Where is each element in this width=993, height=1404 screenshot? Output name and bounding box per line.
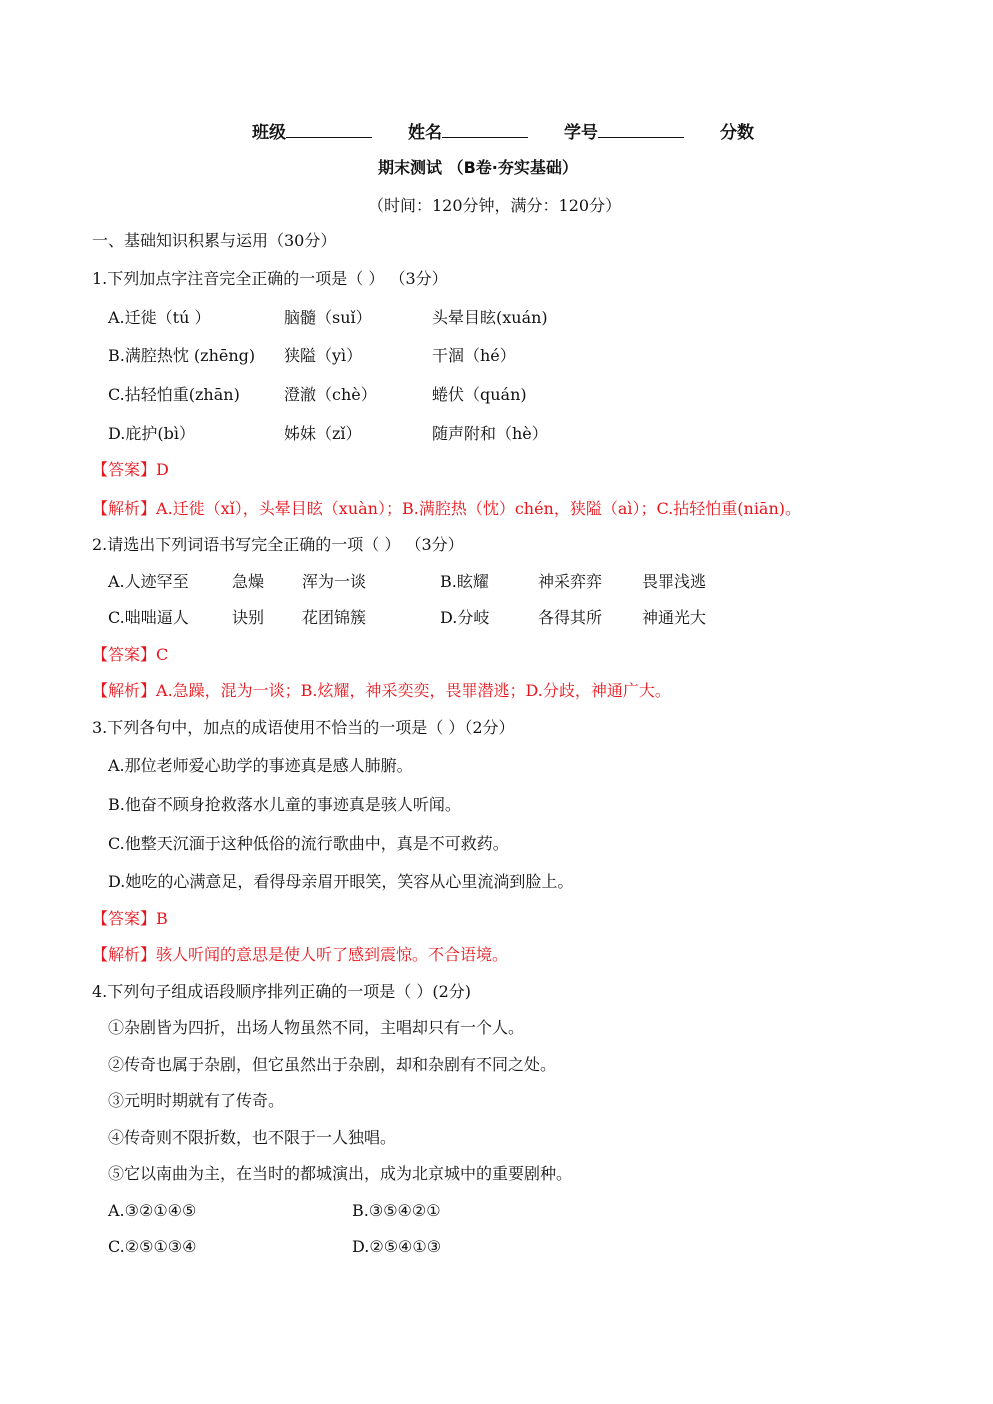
q4-sentence-3: ③元明时期就有了传奇。	[108, 1091, 285, 1110]
score-label: 分数	[720, 123, 754, 143]
q3-option-a: A.那位老师爱心助学的事迹真是感人肺腑。	[108, 756, 413, 775]
q2-option-b-word3: 畏罪浅逃	[642, 572, 707, 591]
analysis-tag: 【解析】	[92, 945, 157, 964]
question-3-stem: 3.下列各句中，加点的成语使用不恰当的一项是（ ）（2分）	[92, 718, 515, 737]
class-label: 班级	[252, 123, 286, 143]
q1-option-d-word3: 随声附和（hè）	[432, 424, 548, 443]
student-id-label: 学号	[564, 123, 598, 143]
exam-subtitle: （时间：120分钟，满分：120分）	[368, 196, 622, 215]
q2-option-a-word2: 急燥	[232, 572, 265, 591]
section-heading: 一、基础知识积累与运用（30分）	[92, 231, 337, 250]
name-label: 姓名	[408, 123, 442, 143]
analysis-tag: 【解析】	[92, 681, 157, 700]
q1-analysis	[92, 499, 801, 519]
q4-option-b: B.③⑤④②①	[352, 1201, 441, 1220]
analysis-text: A.急躁，混为一谈；B.炫耀，神采奕奕，畏罪潜逃；D.分歧，神通广大。	[156, 681, 671, 700]
q4-sentence-5: ⑤它以南曲为主，在当时的都城演出，成为北京城中的重要剧种。	[108, 1164, 573, 1183]
q3-option-c: C.他整天沉湎于这种低俗的流行歌曲中，真是不可救药。	[108, 834, 509, 853]
q1-option-a-word1: A.迁徙（tú ）	[108, 308, 211, 327]
student-info-header	[252, 123, 754, 143]
q4-option-d: D.②⑤④①③	[352, 1237, 442, 1256]
question-2-stem: 2.请选出下列词语书写完全正确的一项（ ） （3分）	[92, 535, 464, 554]
q3-option-d: D.她吃的心满意足，看得母亲眉开眼笑，笑容从心里流淌到脸上。	[108, 872, 574, 891]
q2-option-a-word3: 浑为一谈	[302, 572, 367, 591]
q1-option-a-word2: 脑髓（suǐ）	[284, 308, 372, 327]
q4-option-a: A.③②①④⑤	[108, 1201, 197, 1220]
q1-option-b-word1: B.满腔热忱 (zhēng)	[108, 346, 256, 365]
page-title: 期末测试 （B卷·夯实基础）	[378, 158, 578, 177]
analysis-tag: 【解析】	[92, 499, 157, 518]
answer-tag: 【答案】	[92, 909, 157, 928]
q1-option-c-word3: 蜷伏（quán)	[432, 385, 527, 404]
q1-answer	[92, 460, 169, 480]
q1-option-c-word2: 澄澈（chè）	[284, 385, 377, 404]
q1-option-b-word2: 狭隘（yì）	[284, 346, 363, 365]
q4-sentence-4: ④传奇则不限折数，也不限于一人独唱。	[108, 1128, 397, 1147]
q2-option-c-word3: 花团锦簇	[302, 608, 367, 627]
answer-value: D	[156, 460, 169, 479]
q4-option-c: C.②⑤①③④	[108, 1237, 197, 1256]
student-id-blank[interactable]	[598, 123, 684, 138]
q2-answer	[92, 645, 168, 665]
answer-tag: 【答案】	[92, 645, 157, 664]
q1-option-a-word3: 头晕目眩(xuán)	[432, 308, 548, 327]
q2-analysis	[92, 681, 671, 701]
answer-value: B	[156, 909, 168, 928]
analysis-text: A.迁徙（xǐ），头晕目眩（xuàn）；B.满腔热（忱）chén，狭隘（aì）；C.拈轻怕重(niān)。	[156, 499, 802, 518]
q2-option-d-word2: 各得其所	[538, 608, 603, 627]
name-blank[interactable]	[442, 123, 528, 138]
q1-option-d-word2: 姊妹（zǐ）	[284, 424, 362, 443]
question-1-stem: 1.下列加点字注音完全正确的一项是（ ） （3分）	[92, 269, 448, 288]
q3-analysis	[92, 945, 508, 965]
q2-option-c-word2: 诀别	[232, 608, 265, 627]
answer-tag: 【答案】	[92, 460, 157, 479]
answer-value: C	[156, 645, 169, 664]
q2-option-a-word1: A.人迹罕至	[108, 572, 189, 591]
analysis-text: 骇人听闻的意思是使人听了感到震惊。不合语境。	[156, 945, 509, 964]
q1-option-b-word3: 干涸（hé）	[432, 346, 516, 365]
q2-option-c-word1: C.咄咄逼人	[108, 608, 189, 627]
q4-sentence-1: ①杂剧皆为四折，出场人物虽然不同，主唱却只有一个人。	[108, 1018, 525, 1037]
question-4-stem: 4.下列句子组成语段顺序排列正确的一项是（ ）(2分)	[92, 982, 472, 1001]
q3-option-b: B.他奋不顾身抢救落水儿童的事迹真是骇人听闻。	[108, 795, 461, 814]
q1-option-d-word1: D.庇护(bì）	[108, 424, 195, 443]
q2-option-d-word1: D.分岐	[440, 608, 490, 627]
q4-sentence-2: ②传奇也属于杂剧，但它虽然出于杂剧，却和杂剧有不同之处。	[108, 1055, 557, 1074]
class-blank[interactable]	[286, 123, 372, 138]
q1-option-c-word1: C.拈轻怕重(zhān)	[108, 385, 240, 404]
q3-answer	[92, 909, 168, 929]
q2-option-b-word1: B.眩耀	[440, 572, 489, 591]
q2-option-b-word2: 神采弈弈	[538, 572, 603, 591]
q2-option-d-word3: 神通光大	[642, 608, 707, 627]
